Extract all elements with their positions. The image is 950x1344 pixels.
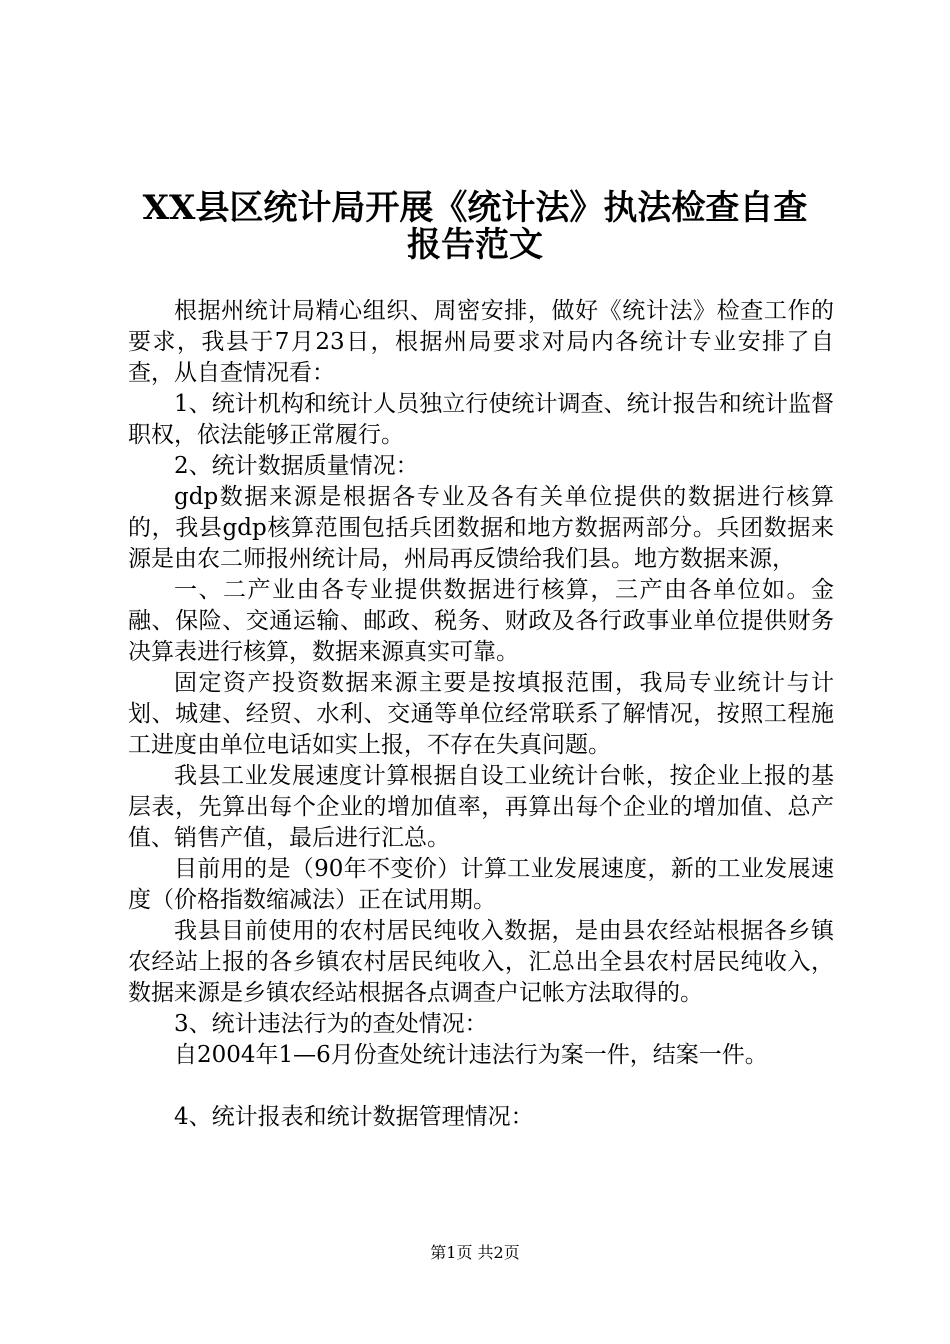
paragraph-industrial-speed: 我县工业发展速度计算根据自设工业统计台帐，按企业上报的基层表，先算出每个企业的增加值率，再算出每个企业的增加值、总产值、销售产值，最后进行汇总。 [128, 763, 834, 851]
paragraph-gdp: gdp数据来源是根据各专业及各有关单位提供的数据进行核算的，我县gdp核算范围包括兵团数据和地方数据两部分。兵团数据来源是由农二师报州统计局，州局再反馈给我们县。地方数据来源， [128, 484, 834, 572]
paragraph-violations: 自2004年1—6月份查处统计违法行为案一件，结案一件。 [174, 1042, 768, 1068]
paragraph-constant-price: 目前用的是（90年不变价）计算工业发展速度，新的工业发展速度（价格指数缩减法）正在试用期。 [128, 856, 834, 913]
paragraph-industries: 一、二产业由各专业提供数据进行核算，三产由各单位如。金融、保险、交通运输、邮政、税务、财政及各行政事业单位提供财务决算表进行核算，数据来源真实可靠。 [128, 577, 834, 665]
paragraph-item-4-heading: 4、统计报表和统计数据管理情况： [174, 1104, 534, 1130]
document-title-line1: XX县区统计局开展《统计法》执法检查自查 [142, 188, 808, 228]
document-title-line2: 报告范文 [407, 225, 543, 265]
document-body [128, 296, 834, 1133]
page-footer: 第1页 共2页 [430, 1243, 520, 1262]
paragraph-fixed-assets: 固定资产投资数据来源主要是按填报范围，我局专业统计与计划、城建、经贸、水利、交通等单位经常联系了解情况，按照工程施工进度由单位电话如实上报，不存在失真问题。 [128, 670, 834, 758]
paragraph-item-1: 1、统计机构和统计人员独立行使统计调查、统计报告和统计监督职权，依法能够正常履行。 [128, 391, 834, 448]
paragraph-item-3-heading: 3、统计违法行为的查处情况： [174, 1011, 488, 1037]
paragraph-item-2-heading: 2、统计数据质量情况： [174, 453, 419, 479]
paragraph-rural-income: 我县目前使用的农村居民纯收入数据，是由县农经站根据各乡镇农经站上报的各乡镇农村居民纯收入，汇总出全县农村居民纯收入，数据来源是乡镇农经站根据各点调查户记帐方法取得的。 [128, 918, 834, 1006]
paragraph-intro: 根据州统计局精心组织、周密安排，做好《统计法》检查工作的要求，我县于7月23日，根据州局要求对局内各统计专业安排了自查，从自查情况看： [128, 298, 834, 386]
